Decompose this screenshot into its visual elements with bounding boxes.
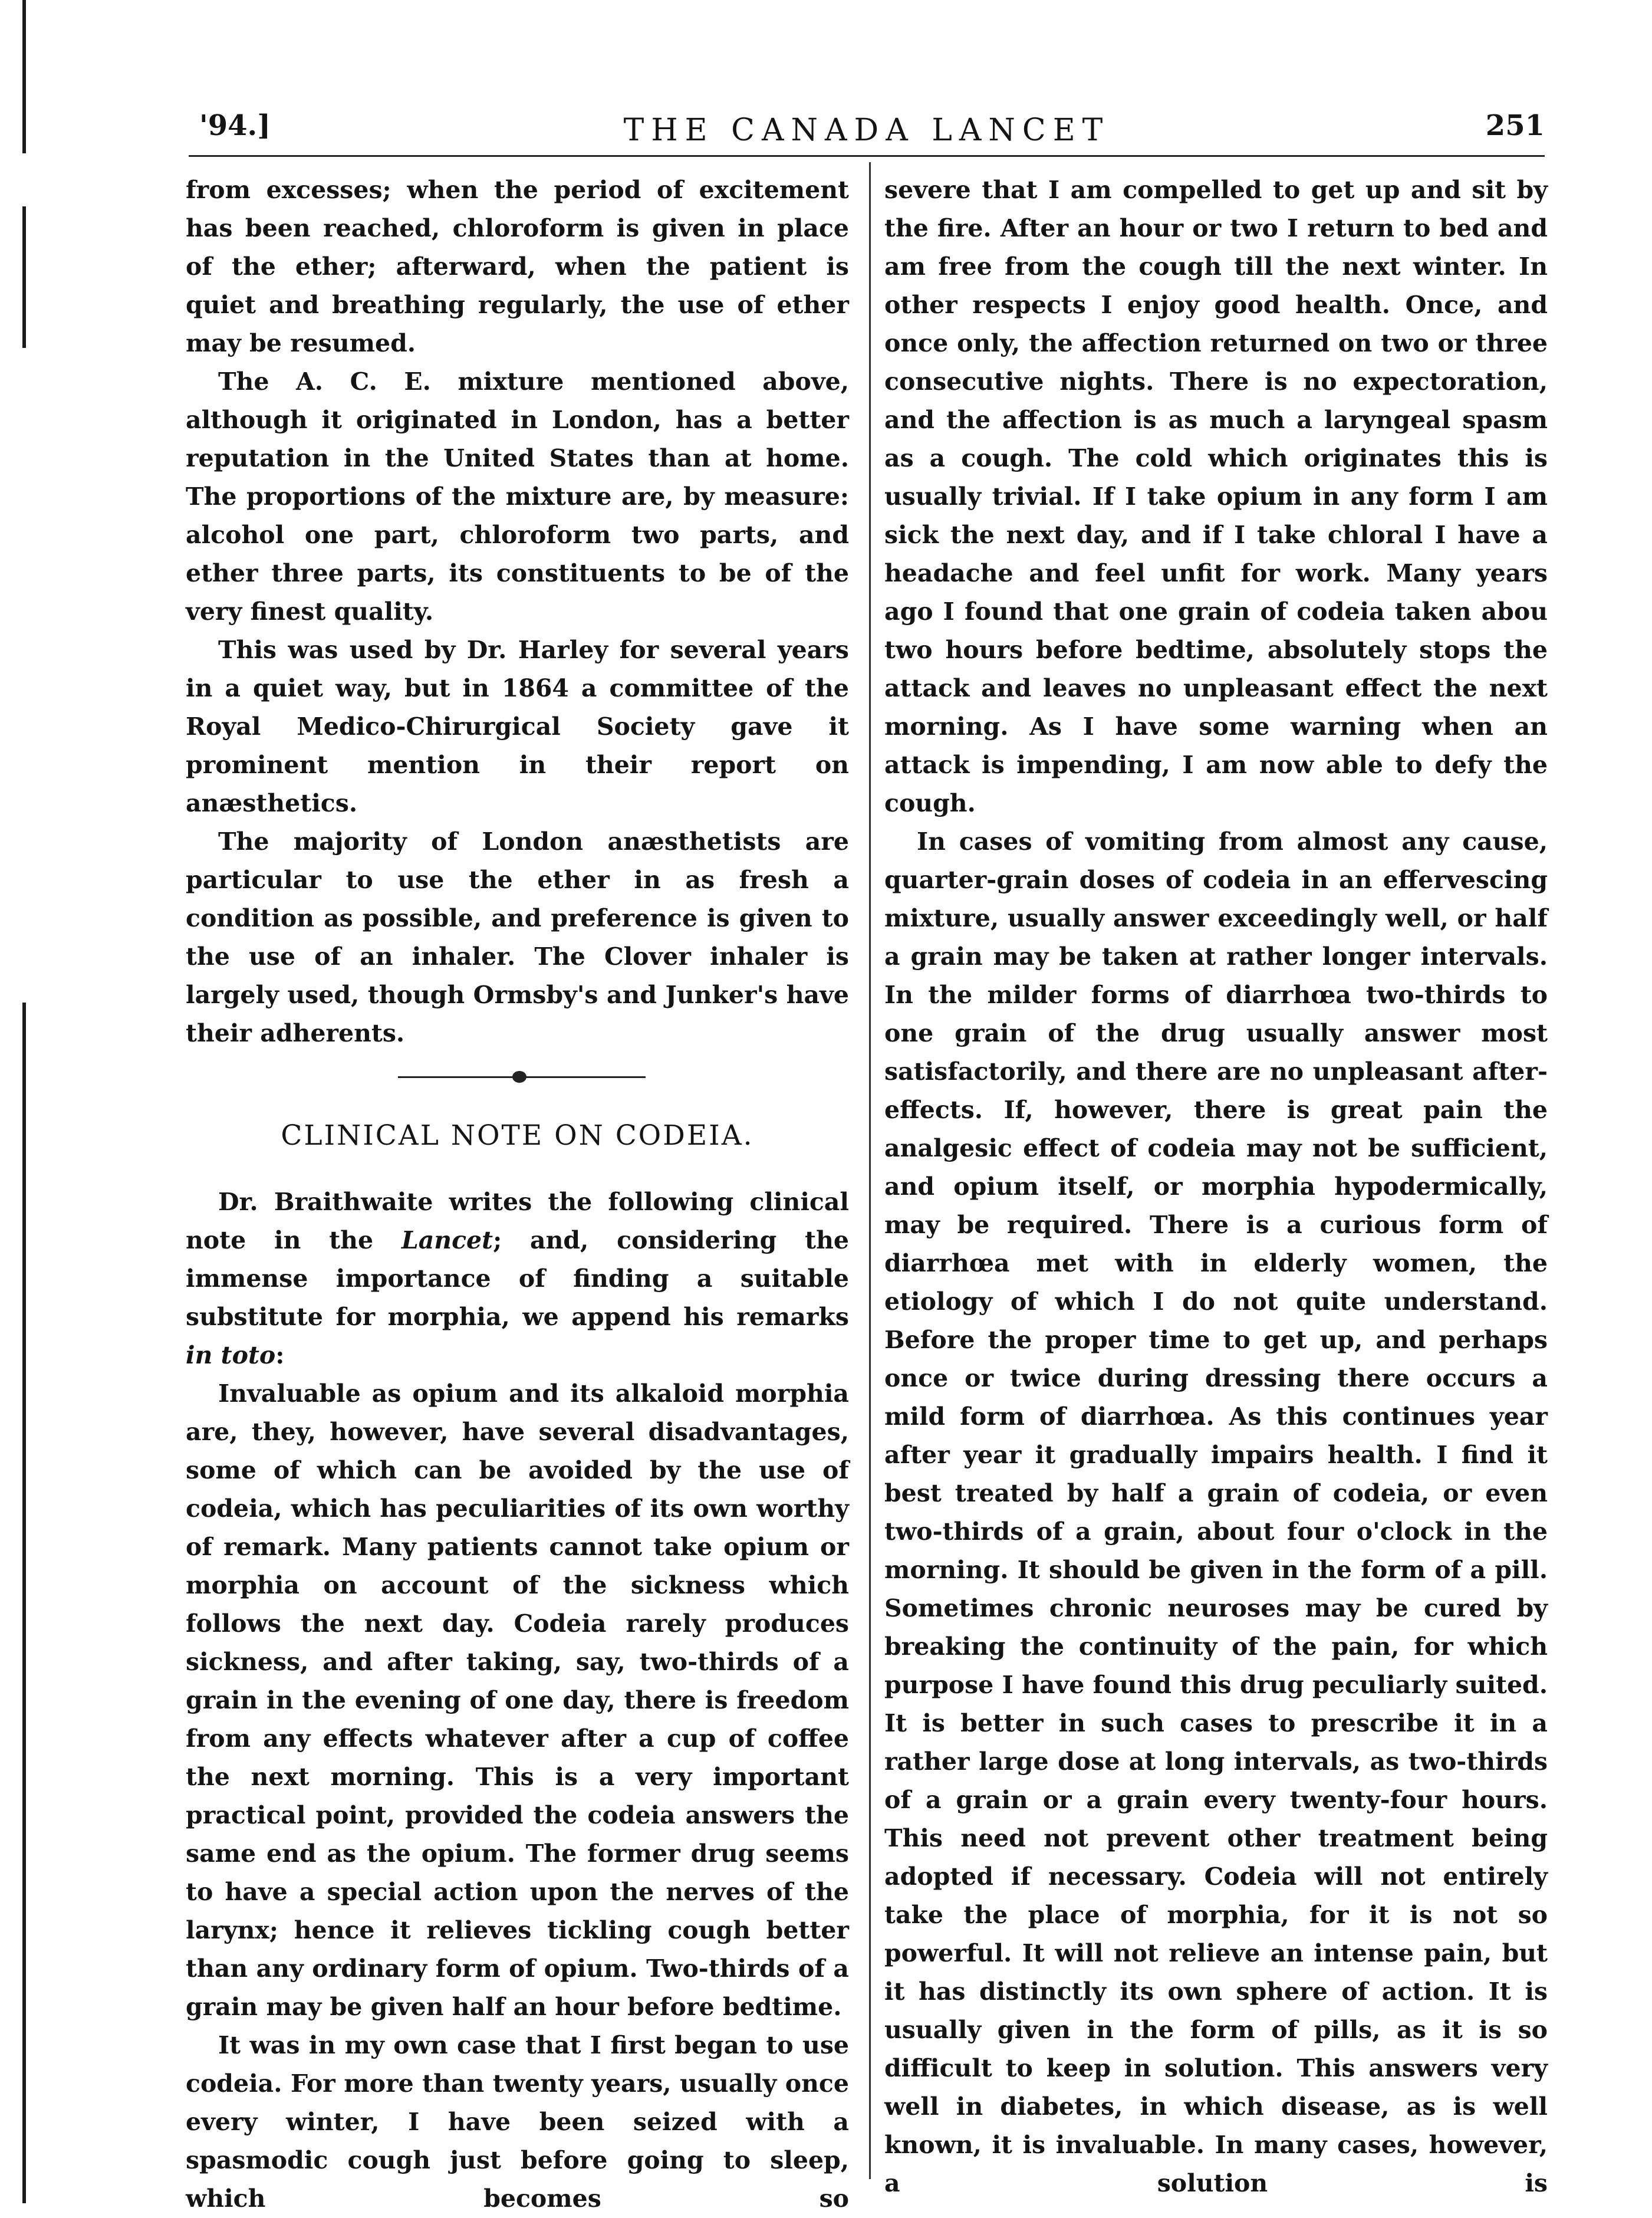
page-number: 251 xyxy=(1485,109,1545,142)
paragraph: In cases of vomiting from almost any cause, quarter-grain doses of codeia in an effervescing mixture, usually answer exceedingly well, or half a grain may be taken at rather longer intervals. In the milder forms of diarrhœa two-thirds to one grain of the drug usually answer most satisfactorily, and there are no unpleasant after-effects. If, however, there is great pain the analgesic effect of codeia may not be sufficient, and opium itself, or morphia hypodermically, may be required. There is a curious form of diarrhœa met with in elderly women, the etiology of which I do not quite understand. Before the proper time to get up, and perhaps once or twice during dressing there occurs a mild form of diarrhœa. As this continues year after year it gradually impairs health. I find it best treated by half a grain of codeia, or even two-thirds of a grain, about four o'clock in the morning. It should be given in the form of a pill. Sometimes chronic neuroses may be cured by breaking the continuity of the pain, for which purpose I have found this drug peculiarly suited. It is better in such cases to prescribe it in a rather large dose at long intervals, as two-thirds of a grain or a grain every twenty-four hours. This need not prevent other treatment being adopted if necessary. Codeia will not entirely take the place of morphia, for it is not so powerful. It will not relieve an intense pain, but it has distinctly its own sphere of action. It is usually given in the form of pills, as it is so difficult to keep in solution. This answers very well in diabetes, in which disease, as is well known, it is invaluable. In many cases, however, a solution is xyxy=(884,827,1548,2197)
paragraph: severe that I am compelled to get up and sit by the fire. After an hour or two I return to bed and am free from the cough till the next winter. In other respects I enjoy good health. Once, and once only, the affection returned on two or three consecutive nights. There is no expectoration, and the affection is as much a laryngeal spasm as a cough. The cold which originates this is usually trivial. If I take opium in any form I am sick the next day, and if I take chloral I have a headache and feel unfit for work. Many years ago I found that one grain of codeia taken abou two hours before bedtime, absolutely stops the attack and leaves no unpleasant effect the next morning. As I have some warning when an attack is impending, I am now able to defy the cough. xyxy=(884,176,1548,817)
article-heading: CLINICAL NOTE ON CODEIA. xyxy=(281,1119,754,1152)
column-rule xyxy=(869,162,871,2179)
paragraph: This was used by Dr. Harley for several years in a quiet way, but in 1864 a committee of the Royal Medico-Chirurgical Society gave it prominent mention in their report on anæsthetics. xyxy=(186,636,849,817)
paragraph: It was in my own case that I first began to use codeia. For more than twenty years, usually once every winter, I have been seized with a spasmodic cough just before going to sleep, which becomes so xyxy=(186,2031,849,2213)
journal-name: Lancet xyxy=(401,1226,493,1254)
latin-phrase: in toto xyxy=(186,1341,276,1369)
binding-edge-mark xyxy=(22,206,26,348)
issue-year: '94.] xyxy=(199,109,271,142)
header-rule xyxy=(189,155,1545,157)
paragraph: Dr. Braithwaite writes the following clinical note in the Lancet; and, considering the immense importance of finding a suitable substitute for morphia, we append his remarks in toto: xyxy=(186,1188,849,1369)
right-column xyxy=(884,171,1548,2203)
journal-title: THE CANADA LANCET xyxy=(623,113,1110,148)
binding-edge-mark xyxy=(22,1003,26,2203)
paragraph: from excesses; when the period of excitement has been reached, chloroform is given in place of the ether; afterward, when the patient is quiet and breathing regularly, the use of ether may be resumed. xyxy=(186,176,849,357)
separator-ornament-icon xyxy=(512,1071,526,1083)
section-separator xyxy=(186,1063,849,1099)
paragraph: The majority of London anæsthetists are particular to use the ether in as fresh a condition as possible, and preference is given to the use of an inhaler. The Clover inhaler is largely used, though Ormsby's and Junker's have their adherents. xyxy=(186,827,849,1047)
paragraph: The A. C. E. mixture mentioned above, although it originated in London, has a better reputation in the United States than at home. The proportions of the mixture are, by measure: alcohol one part, chloroform two parts, and ether three parts, its constituents to be of the very finest quality. xyxy=(186,367,849,626)
binding-edge-mark xyxy=(22,0,26,153)
left-column xyxy=(186,171,849,2218)
running-header xyxy=(189,109,1545,156)
paragraph: Invaluable as opium and its alkaloid morphia are, they, however, have several disadvantages, some of which can be avoided by the use of codeia, which has peculiarities of its own worthy of remark. Many patients cannot take opium or morphia on account of the sickness which follows the next day. Codeia rarely produces sickness, and after taking, say, two-thirds of a grain in the evening of one day, there is freedom from any effects whatever after a cup of coffee the next morning. This is a very important practical point, provided the codeia answers the same end as the opium. The former drug seems to have a special action upon the nerves of the larynx; hence it relieves tickling cough better than any ordinary form of opium. Two-thirds of a grain may be given half an hour before bedtime. xyxy=(186,1379,849,2021)
